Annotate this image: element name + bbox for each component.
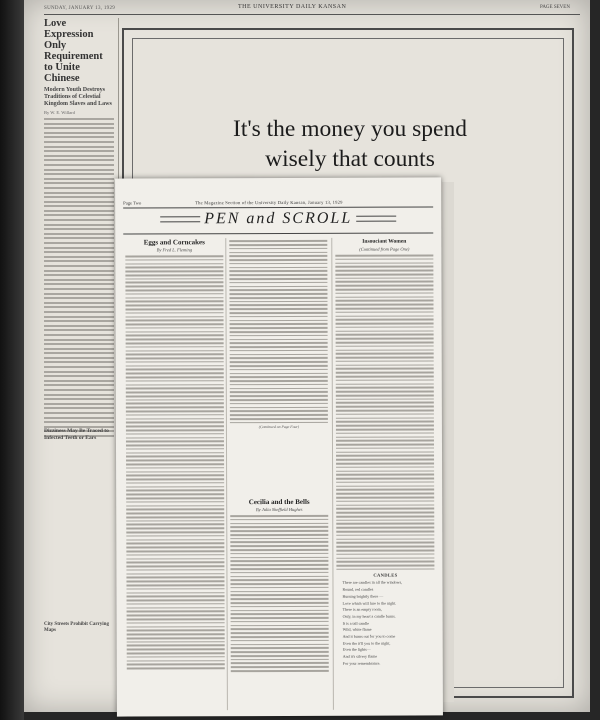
article-byline: By Julia Sheffield Hughes	[255, 506, 303, 513]
article-insouciant-women	[335, 237, 434, 667]
poem-line: Only, in my heart a candle burns.	[342, 613, 396, 619]
poem-line: Love which will lure to the night.	[342, 600, 397, 606]
magazine-rule-bottom	[123, 232, 433, 234]
left-subheadline: Modern Youth Destroys Traditions of Celestial Kingdom Slaves and Laws	[44, 87, 112, 107]
left-byline: By W. E. Willard	[44, 110, 75, 115]
low-headline: City Streets Prohibit Carrying Maps	[44, 622, 109, 633]
ad-headline-line-2: wisely that counts	[265, 146, 435, 172]
poem-line: Even tho it'll you to the night,	[342, 640, 391, 646]
article-body-text	[230, 515, 329, 672]
article-cecilia-and-the-bells	[230, 498, 329, 674]
article-eggs-continued	[229, 238, 328, 430]
poem-line: There is an empty room,	[342, 606, 382, 613]
running-head-paper-name: THE UNIVERSITY DAILY KANSAN	[238, 4, 347, 10]
poem-line: Round, red candles	[342, 586, 374, 592]
poem-line: It is a tall candle	[342, 620, 370, 626]
pen-and-scroll-masthead	[123, 209, 433, 232]
masthead-ornament-right	[356, 216, 396, 222]
poem-line: Burning brightly there —	[342, 593, 384, 599]
magazine-column-rule-2	[331, 238, 334, 710]
magazine-page-label: Page Two	[123, 200, 142, 206]
binding-gutter	[0, 0, 24, 720]
poem-line: Even the lights—	[342, 647, 371, 653]
magazine-column-rule-1	[225, 238, 228, 710]
article-continued-from: (Continued from Page One)	[359, 246, 410, 252]
article-body-text-continued	[229, 240, 328, 423]
magazine-page-overlay	[115, 177, 443, 716]
advertisement-headline	[150, 114, 550, 174]
poem-line: For your remembrance.	[342, 660, 381, 666]
article-title: Eggs and Corncakes	[143, 238, 205, 247]
left-body-text	[44, 118, 114, 437]
ad-headline-line-1: It's the money you spend	[233, 116, 467, 142]
running-head-date: SUNDAY, JANUARY 13, 1929	[44, 6, 116, 11]
article-byline: By Fred L. Fleming	[156, 247, 192, 253]
left-headline: Love Expression Only Requirement to Unite Chinese	[44, 18, 103, 84]
article-title: Cecilia and the Bells	[248, 497, 310, 507]
poem-text	[336, 580, 434, 667]
left-news-column	[44, 18, 114, 440]
article-body-text	[335, 254, 434, 570]
masthead-text: PEN and SCROLL	[204, 209, 353, 228]
magazine-running-head	[123, 199, 433, 206]
poem-line: And it's silvery flame	[342, 653, 378, 659]
magazine-section-title: The Magazine Section of the University Daily Kansan, January 13, 1929	[195, 199, 343, 206]
article-title: Insouciant Women	[362, 238, 407, 245]
poem-line: Wild, white flame	[342, 627, 372, 633]
page-edge-strip	[442, 182, 454, 702]
poem-title: CANDLES	[373, 573, 398, 579]
article-eggs-and-corncakes	[125, 238, 225, 671]
header-rule	[44, 14, 580, 15]
magazine-rule-top	[123, 206, 433, 208]
mid-headline: Dizziness May Be Traced to Infected Teeth or Ears	[44, 428, 109, 441]
running-head-page-number: PAGE SEVEN	[540, 5, 570, 10]
poem-line: And it burns out for you to come	[342, 633, 396, 639]
article-body-text	[125, 255, 224, 669]
poem-line: There are candles in all the windows,	[342, 580, 403, 586]
continued-note: (Continued on Page Four)	[258, 425, 300, 430]
masthead-ornament-left	[160, 217, 200, 223]
